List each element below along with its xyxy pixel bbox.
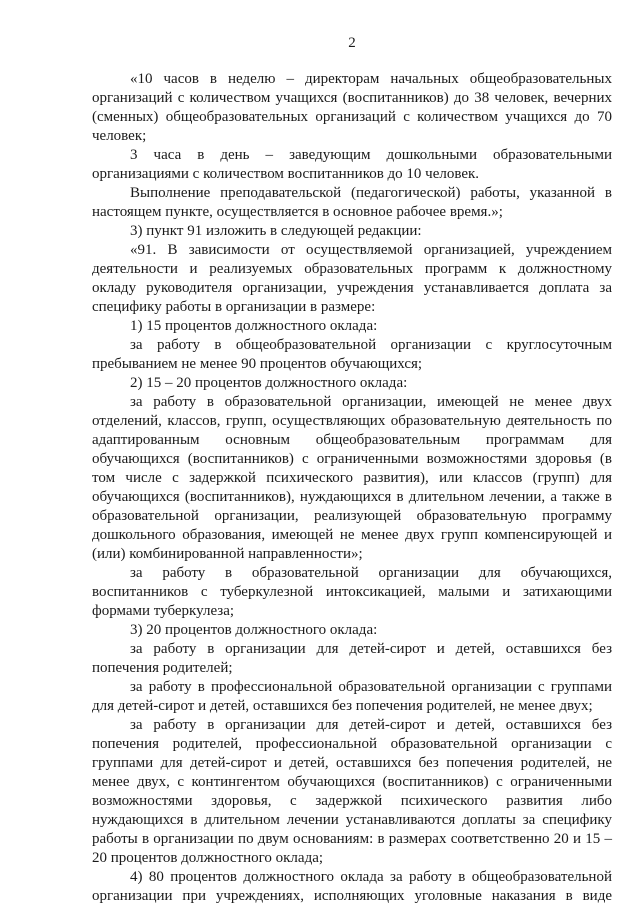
document-page: [92, 0, 612, 905]
paragraph-14: за работу в организации для детей-сирот и детей, оставшихся без попечения родителей, профессиональной образовательной организации с группами для детей-сирот и детей, оставшихся без попечения родителей, не менее двух, с контингентом обучающихся (воспитанников) с ограниченными возможностями здоровья, с задержкой психического развития либо нуждающихся в длительном лечении устанавливаются доплаты за специфику работы в организации по двум основаниям: в размерах соответственно 20 и 15 – 20 процентов должностного оклада;: [92, 717, 612, 866]
paragraph-2: 3 часа в день – заведующим дошкольными образовательными организациями с количеством воспитанников до 10 человек.: [92, 147, 612, 182]
paragraph-10: за работу в образовательной организации для обучающихся, воспитанников с туберкулезной интоксикацией, малыми и затихающими формами туберкулеза;: [92, 565, 612, 619]
paragraph-11: 3) 20 процентов должностного оклада:: [130, 622, 378, 638]
paragraph-13: за работу в профессиональной образовательной организации с группами для детей-сирот и детей, оставшихся без попечения родителей, не менее двух;: [92, 679, 612, 714]
paragraph-4: 3) пункт 91 изложить в следующей редакции:: [130, 223, 422, 239]
document-body: [92, 70, 612, 906]
paragraph-15: 4) 80 процентов должностного оклада за работу в общеобразовательной организации при учреждениях, исполняющих уголовные наказания в виде: [92, 869, 612, 904]
page-number: 2: [348, 35, 356, 51]
paragraph-8: 2) 15 – 20 процентов должностного оклада:: [130, 375, 408, 391]
paragraph-1: «10 часов в неделю – директорам начальных общеобразовательных организаций с количеством учащихся (воспитанников) до 38 человек, вечерних (сменных) общеобразовательных организаций с количеством учащихся до 70 человек;: [92, 71, 612, 144]
paragraph-6: 1) 15 процентов должностного оклада:: [130, 318, 378, 334]
paragraph-5: «91. В зависимости от осуществляемой организацией, учреждением деятельности и реализуемых образовательных программ к должностному окладу руководителя организации, учреждения устанавливается доплата за специфику работы в организации в размере:: [92, 242, 612, 315]
paragraph-9: за работу в образовательной организации, имеющей не менее двух отделений, классов, групп, осуществляющих образовательную деятельность по адаптированным основным общеобразовательным программам для обучающихся (воспитанников) с ограниченными возможностями здоровья (в том числе с задержкой психического развития), или классов (групп) для обучающихся (воспитанников), нуждающихся в длительном лечении, а также в образовательной организации, реализующей образовательную программу дошкольного образования, имеющей не менее двух групп компенсирующей и (или) комбинированной направленности»;: [92, 394, 612, 562]
paragraph-12: за работу в организации для детей-сирот и детей, оставшихся без попечения родителей;: [92, 641, 612, 676]
paragraph-3: Выполнение преподавательской (педагогической) работы, указанной в настоящем пункте, осуществляется в основное рабочее время.»;: [92, 185, 612, 220]
paragraph-7: за работу в общеобразовательной организации с круглосуточным пребыванием не менее 90 процентов обучающихся;: [92, 337, 612, 372]
